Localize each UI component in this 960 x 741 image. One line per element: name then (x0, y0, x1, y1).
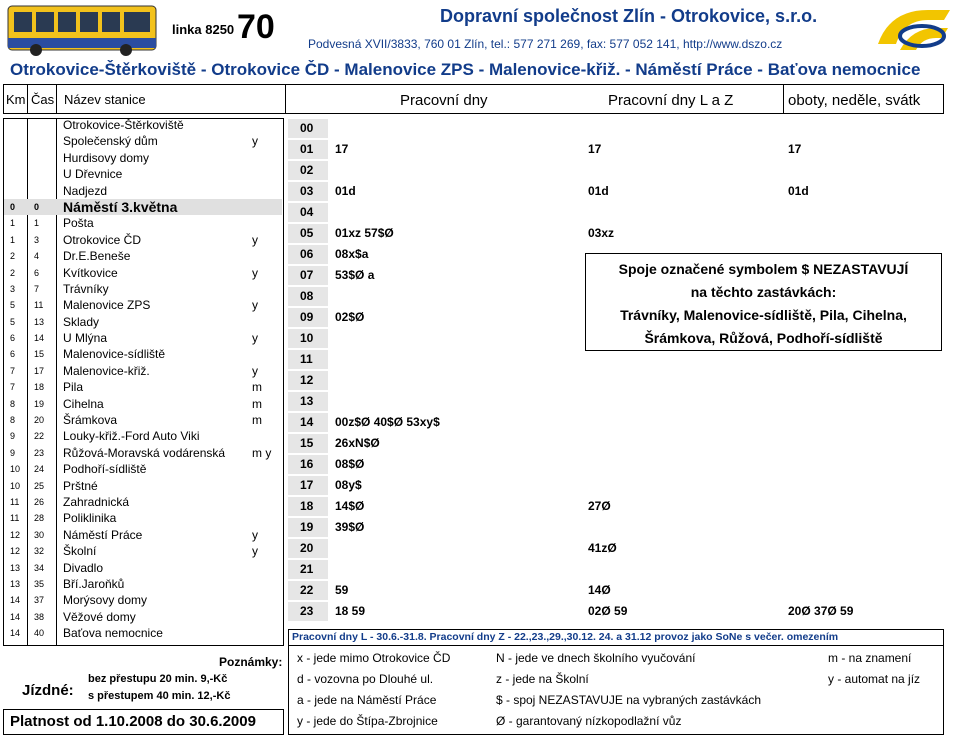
hour-row (288, 160, 944, 181)
stop-row (4, 609, 282, 625)
workday-departures: 53$Ø a (335, 268, 375, 282)
weekend-departures: 17 (788, 142, 802, 156)
stop-row (4, 183, 282, 199)
stop-time: 18 (34, 382, 45, 393)
stop-row (4, 543, 282, 559)
stop-flag: y (252, 544, 258, 559)
stop-name: Věžové domy (63, 609, 136, 624)
stop-flag: m (252, 380, 262, 395)
workday-departures: 01d (335, 184, 356, 198)
stop-km: 6 (10, 349, 16, 360)
stop-name: Nadjezd (63, 183, 108, 198)
notes-col-mid (496, 648, 761, 732)
stop-name: Sklady (63, 314, 100, 329)
stop-name: Bří.Jaroňků (63, 576, 125, 591)
hour-row (288, 580, 944, 601)
stop-row (4, 314, 282, 330)
stop-time: 23 (34, 447, 45, 458)
stop-name: Podhoří-sídliště (63, 462, 147, 477)
route-title: Otrokovice-Štěrkoviště - Otrokovice ČD - Malenovice ZPS - Malenovice-křiž. - Náměstí Práce - Baťova nemocnice (10, 60, 921, 79)
stop-time: 37 (34, 595, 45, 606)
hour-cell: 22 (288, 581, 328, 600)
stop-row (4, 576, 282, 592)
stop-name: Školní (63, 544, 97, 559)
note-item: z - jede na Školní (496, 672, 589, 686)
hour-row (288, 181, 944, 202)
stop-flag: m y (252, 445, 272, 460)
note-item: Ø - garantovaný nízkopodlažní vůz (496, 714, 682, 728)
workday-departures: 26xN$Ø (335, 436, 380, 450)
workday-departures: 18 59 (335, 604, 366, 618)
hour-cell: 18 (288, 497, 328, 516)
stop-time: 38 (34, 611, 45, 622)
stop-row (4, 133, 282, 149)
stop-time: 26 (34, 496, 45, 507)
company-address: Podvesná XVII/3833, 760 01 Zlín, tel.: 577 271 269, fax: 577 052 141, http://www.dszo.cz (308, 37, 783, 51)
hour-cell: 14 (288, 413, 328, 432)
hour-row (288, 370, 944, 391)
stop-km: 2 (10, 251, 16, 262)
hour-cell: 19 (288, 518, 328, 537)
stop-time: 13 (34, 316, 45, 327)
stop-name: Dr.E.Beneše (63, 249, 131, 264)
note-item: $ - spoj NEZASTAVUJE na vybraných zastávkách (496, 693, 761, 707)
workday-lz-departures: 41zØ (588, 541, 617, 555)
stop-row (4, 461, 282, 477)
note-item: x - jede mimo Otrokovice ČD (297, 651, 451, 665)
stop-time: 35 (34, 578, 45, 589)
stop-km: 10 (10, 480, 21, 491)
stop-row (4, 248, 282, 264)
hour-row (288, 412, 944, 433)
line-label: linka 8250 (172, 22, 235, 37)
hour-cell: 03 (288, 182, 328, 201)
stop-km: 14 (10, 611, 21, 622)
workday-departures: 59 (335, 583, 349, 597)
col-km: Km (6, 92, 26, 107)
stop-row (4, 215, 282, 231)
stop-flag: m (252, 396, 262, 411)
stop-name: Prštné (63, 478, 98, 493)
stop-km: 14 (10, 628, 21, 639)
hour-cell: 17 (288, 476, 328, 495)
stop-row (4, 560, 282, 576)
fare-label: Jízdné: (22, 682, 74, 699)
hour-row (288, 139, 944, 160)
workday-departures: 14$Ø (335, 499, 365, 513)
stop-name: Divadlo (63, 560, 104, 575)
weekend-departures: 20Ø 37Ø 59 (788, 604, 854, 618)
stop-km: 1 (10, 234, 16, 245)
col-station: Název stanice (64, 92, 146, 107)
stop-km: 5 (10, 300, 16, 311)
hour-row (288, 496, 944, 517)
stop-km: 10 (10, 464, 21, 475)
stop-row (4, 428, 282, 444)
hour-row (288, 391, 944, 412)
line-number: 70 (237, 8, 275, 46)
stop-time: 4 (34, 251, 40, 262)
notice-box (585, 253, 942, 351)
stop-name: Společenský dům (63, 134, 158, 149)
hour-cell: 13 (288, 392, 328, 411)
stop-km: 13 (10, 578, 21, 589)
stop-km: 13 (10, 562, 21, 573)
workday-departures: 39$Ø (335, 520, 365, 534)
stop-name: Náměstí 3.května (63, 198, 178, 215)
hour-row (288, 433, 944, 454)
stop-km: 8 (10, 398, 16, 409)
stop-name: U Dřevnice (63, 167, 123, 182)
stop-row (4, 363, 282, 379)
stop-time: 22 (34, 431, 45, 442)
stop-name: Malenovice-sídliště (63, 347, 166, 362)
notes-col-right (828, 648, 942, 690)
hour-row (288, 517, 944, 538)
stop-flag: y (252, 232, 258, 247)
hour-row (288, 349, 944, 370)
stop-time: 30 (34, 529, 45, 540)
hour-cell: 01 (288, 140, 328, 159)
notes-col-left (297, 648, 450, 732)
stop-time: 40 (34, 628, 45, 639)
stop-km: 11 (10, 513, 20, 524)
hour-cell: 12 (288, 371, 328, 390)
workday-lz-departures: 02Ø 59 (588, 604, 628, 618)
bus-icon (6, 2, 158, 58)
workday-lz-departures: 01d (588, 184, 609, 198)
hour-cell: 06 (288, 245, 328, 264)
stop-flag: y (252, 331, 258, 346)
service-periods: Pracovní dny L - 30.6.-31.8. Pracovní dny Z - 22.,23.,29.,30.12. 24. a 31.12 provoz jako SoNe s večer. omezením (292, 631, 839, 643)
stop-row (4, 297, 282, 313)
workday-lz-departures: 27Ø (588, 499, 611, 513)
hour-cell: 15 (288, 434, 328, 453)
note-item: N - jede ve dnech školního vyučování (496, 651, 696, 665)
stop-time: 17 (34, 365, 45, 376)
stop-name: Cihelna (63, 396, 104, 411)
stop-km: 9 (10, 447, 16, 458)
stop-time: 14 (34, 333, 45, 344)
workday-departures: 00z$Ø 40$Ø 53xy$ (335, 415, 440, 429)
stop-name: Náměstí Práce (63, 527, 143, 542)
stop-km: 12 (10, 546, 21, 557)
stop-flag: m (252, 413, 262, 428)
stop-row (4, 281, 282, 297)
hour-row (288, 538, 944, 559)
stop-name: U Mlýna (63, 331, 108, 346)
weekend-departures: 01d (788, 184, 809, 198)
stop-row (4, 478, 282, 494)
stop-name: Otrokovice ČD (63, 232, 142, 247)
hour-cell: 02 (288, 161, 328, 180)
stop-name: Kvítkovice (63, 265, 118, 280)
stop-time: 28 (34, 513, 45, 524)
stop-name: Pila (63, 380, 84, 395)
notice-line: Trávníky, Malenovice-sídliště, Pila, Cihelna, (620, 307, 907, 323)
stop-name: Růžová-Moravská vodárenská (63, 445, 226, 460)
hour-cell: 05 (288, 224, 328, 243)
col-workdays: Pracovní dny (400, 92, 488, 109)
stop-km: 5 (10, 316, 16, 327)
hour-row (288, 223, 944, 244)
company-name: Dopravní společnost Zlín - Otrokovice, s.r.o. (440, 6, 818, 26)
stop-name: Malenovice-křiž. (63, 363, 150, 378)
stop-km: 9 (10, 431, 16, 442)
stop-name: Otrokovice-Štěrkoviště (63, 118, 184, 132)
stop-time: 7 (34, 283, 40, 294)
stop-time: 19 (34, 398, 45, 409)
stop-km: 7 (10, 382, 16, 393)
note-item: d - vozovna po Dlouhé ul. (297, 672, 434, 686)
stop-row (4, 346, 282, 362)
notice-line: na těchto zastávkách: (690, 284, 837, 300)
stop-km: 0 (10, 201, 16, 212)
hour-cell: 08 (288, 287, 328, 306)
col-cas: Čas (31, 92, 55, 107)
hour-cell: 20 (288, 539, 328, 558)
hour-row (288, 454, 944, 475)
col-weekend: oboty, neděle, svátk (788, 92, 921, 109)
workday-departures: 02$Ø (335, 310, 365, 324)
workday-lz-departures: 14Ø (588, 583, 611, 597)
stop-name: Pošta (63, 216, 94, 231)
stop-time: 15 (34, 349, 45, 360)
hour-cell: 00 (288, 119, 328, 138)
stop-time: 25 (34, 480, 45, 491)
timetable-grid (288, 118, 944, 622)
col-workdays-lz: Pracovní dny L a Z (608, 92, 734, 109)
stop-time: 11 (34, 300, 44, 311)
stop-flag: y (252, 527, 258, 542)
stop-row (4, 412, 282, 428)
workday-departures: 08$Ø (335, 457, 365, 471)
stop-time: 1 (34, 218, 40, 229)
hour-row (288, 202, 944, 223)
hour-row (288, 118, 944, 139)
stop-name: Trávníky (63, 281, 109, 296)
stop-flag: y (252, 265, 258, 280)
fare-with-transfer: s přestupem 40 min. 12,-Kč (88, 690, 231, 702)
stop-km: 2 (10, 267, 16, 278)
hour-cell: 10 (288, 329, 328, 348)
hour-row (288, 559, 944, 580)
hour-cell: 04 (288, 203, 328, 222)
stop-row (4, 330, 282, 346)
stop-time: 20 (34, 415, 45, 426)
workday-departures: 01xz 57$Ø (335, 226, 394, 240)
note-item: y - automat na jíz (828, 672, 921, 686)
stop-row (4, 117, 282, 133)
stop-time: 0 (34, 201, 40, 212)
stop-flag: y (252, 298, 258, 313)
note-item: y - jede do Štípa-Zbrojnice (297, 714, 438, 728)
stop-row (4, 592, 282, 608)
stop-km: 12 (10, 529, 21, 540)
workday-lz-departures: 17 (588, 142, 602, 156)
stop-time: 6 (34, 267, 40, 278)
hour-cell: 11 (288, 350, 328, 369)
notes-title: Poznámky: (219, 655, 283, 669)
stop-row (4, 166, 282, 182)
stops-list (4, 117, 282, 642)
stop-flag: y (252, 363, 258, 378)
stop-name: Zahradnická (63, 494, 130, 509)
stop-name: Morýsovy domy (63, 593, 148, 608)
workday-lz-departures: 03xz (588, 226, 615, 240)
stop-name: Hurdisovy domy (63, 150, 150, 165)
workday-departures: 17 (335, 142, 349, 156)
hour-cell: 21 (288, 560, 328, 579)
stop-name: Baťova nemocnice (63, 626, 163, 641)
stop-time: 34 (34, 562, 45, 573)
stop-km: 8 (10, 415, 16, 426)
stop-name: Malenovice ZPS (63, 298, 151, 313)
stop-row (4, 232, 282, 248)
stop-km: 6 (10, 333, 16, 344)
stop-km: 1 (10, 218, 16, 229)
fare-no-transfer: bez přestupu 20 min. 9,-Kč (88, 673, 228, 685)
stop-row (4, 510, 282, 526)
stop-km: 3 (10, 283, 16, 294)
hour-row (288, 475, 944, 496)
stop-time: 24 (34, 464, 45, 475)
stop-row (4, 445, 282, 461)
stop-time: 3 (34, 234, 40, 245)
stop-row (4, 527, 282, 543)
stop-flag: y (252, 134, 258, 149)
note-item: a - jede na Náměstí Práce (297, 693, 437, 707)
stop-row (4, 396, 282, 412)
hour-cell: 23 (288, 602, 328, 621)
hour-cell: 09 (288, 308, 328, 327)
workday-departures: 08y$ (335, 478, 362, 492)
stop-name: Louky-křiž.-Ford Auto Viki (63, 429, 200, 444)
stop-name: Poliklinika (63, 511, 117, 526)
stop-row (4, 379, 282, 395)
notice-line: Spoje označené symbolem $ NEZASTAVUJÍ (618, 261, 909, 277)
stop-name: Šrámkova (63, 413, 118, 428)
validity-period: Platnost od 1.10.2008 do 30.6.2009 (3, 709, 284, 735)
hour-cell: 07 (288, 266, 328, 285)
notice-line: Šrámkova, Růžová, Podhoří-sídliště (644, 330, 883, 346)
hour-cell: 16 (288, 455, 328, 474)
stop-row (4, 150, 282, 166)
hour-row (288, 601, 944, 622)
workday-departures: 08x$a (335, 247, 369, 261)
company-logo (870, 4, 954, 58)
note-item: m - na znamení (828, 651, 912, 665)
stop-row (4, 625, 282, 641)
stop-km: 11 (10, 496, 20, 507)
stop-km: 14 (10, 595, 21, 606)
stop-km: 7 (10, 365, 16, 376)
stop-time: 32 (34, 546, 45, 557)
stop-row (4, 199, 282, 215)
stop-row (4, 265, 282, 281)
stop-row (4, 494, 282, 510)
